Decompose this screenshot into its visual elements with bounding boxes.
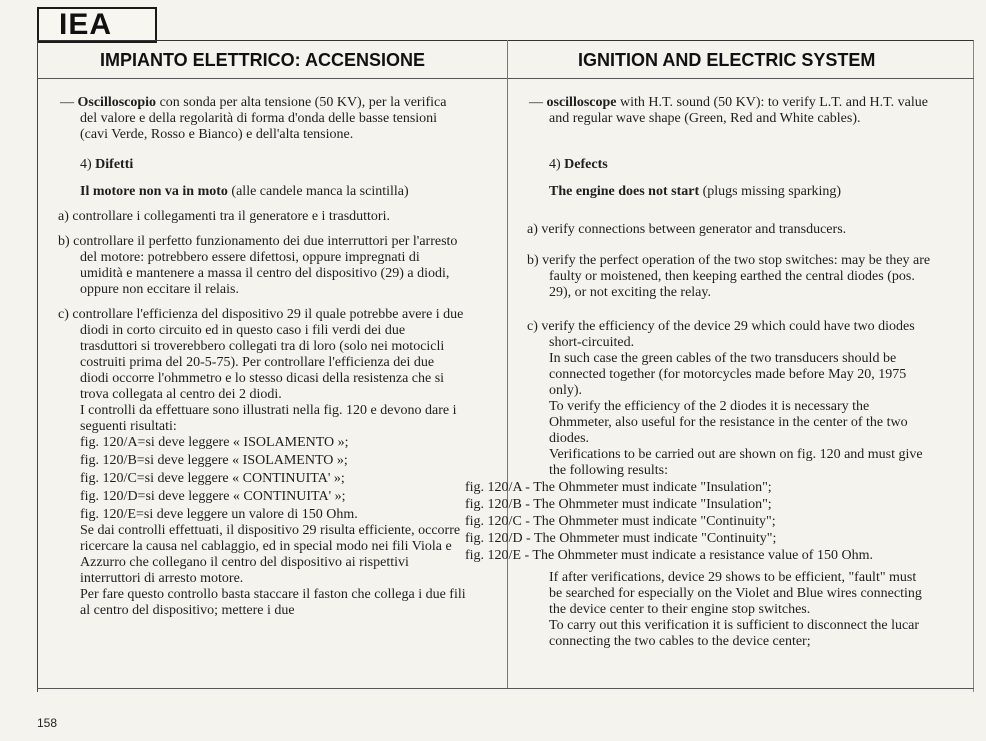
english-column [465, 95, 932, 650]
check-c: c) verify the efficiency of the device 29 which could have two diodes short-circuited. [527, 319, 915, 350]
no-start-text: (plugs missing sparking) [699, 184, 842, 199]
check-c-results: I controlli da effettuare sono illustrati nella fig. 120 e devono dare i seguenti risultati: [80, 403, 457, 434]
check-c: c) controllare l'efficienza del dispositivo 29 il quale potrebbe avere i due diodi in corto circuito ed in questo caso i fili verdi dei due trasduttori si troverebbero collegati tra di loro (solo nei motocicli costruiti prima del 20-5-75). Per controllare l'efficienza dei due diodi occorre l'ohmmetro e lo stesso dicasi della resistenza che si trova collegata al centro dei 2 diodi. [58, 307, 464, 402]
paragraph-ohmmeter: To verify the efficiency of the 2 diodes it is necessary the Ohmmeter, also useful for the resistance in the center of the two diodes. [549, 399, 908, 446]
section-label: Difetti [95, 157, 134, 172]
section-number: 4) [549, 157, 565, 172]
oscilloscope-term: Oscilloscopio [77, 95, 157, 110]
fig-120-a: fig. 120/A - The Ohmmeter must indicate "Insulation"; [465, 480, 772, 495]
no-start-heading [80, 184, 466, 200]
fig-120-c: fig. 120/C=si deve leggere « CONTINUITA' »; [80, 471, 345, 486]
bottom-rule [37, 688, 974, 689]
paragraph-wiring: Se dai controlli effettuati, il dispositivo 29 risulta efficiente, occorre ricercare la causa nel cablaggio, ed in special modo nei fili Viola e Azzurro che collegano il centro del dispositivo ai rispettivi interruttori di arresto motore. [80, 523, 461, 586]
check-b: b) controllare il perfetto funzionamento dei due interruttori per l'arresto del motore: potrebbero essere difettosi, oppure impregnati di umidità e mantenere a massa il centro del dispositivo (29) a diodi, oppure non eccitare il relais. [58, 234, 458, 297]
check-a: a) verify connections between generator and transducers. [527, 222, 847, 237]
no-start-term: Il motore non va in moto [80, 184, 228, 199]
no-start-heading [549, 184, 932, 200]
fig-120-a: fig. 120/A=si deve leggere « ISOLAMENTO »; [80, 435, 349, 450]
italian-section-title: IMPIANTO ELETTRICO: ACCENSIONE [100, 50, 426, 70]
english-section-title: IGNITION AND ELECTRIC SYSTEM [578, 50, 876, 70]
paragraph-green-cables: In such case the green cables of the two transducers should be connected together (for motorcycles made before May 20, 1975 only). [549, 351, 907, 398]
iea-logo [37, 7, 157, 43]
fig-120-e: fig. 120/E - The Ohmmeter must indicate a resistance value of 150 Ohm. [465, 548, 873, 563]
section-label: Defects [564, 157, 608, 172]
paragraph-fault: If after verifications, device 29 shows to be efficient, "fault" must be searched for especially on the Violet and Blue wires connecting the device center to their engine stop switches. [549, 570, 922, 617]
oscilloscope-term: oscilloscope [546, 95, 617, 110]
oscilloscope-item: — Oscilloscopio con sonda per alta tensione (50 KV), per la verifica del valore e della regolarità di forma d'onda delle basse tensioni (cavi Verde, Rosso e Bianco) e dell'alta tensione. [60, 95, 447, 142]
oscilloscope-item: — oscilloscope with H.T. sound (50 KV): to verify L.T. and H.T. value and regular wave shape (Green, Red and White cables). [529, 95, 928, 126]
check-a: a) controllare i collegamenti tra il generatore e i trasduttori. [58, 209, 390, 224]
fig-120-d: fig. 120/D=si deve leggere « CONTINUITA' »; [80, 489, 346, 504]
logo-text: IEA [59, 8, 113, 41]
section-heading [549, 157, 932, 173]
column-divider [507, 40, 508, 688]
section-number: 4) [80, 157, 96, 172]
page-number: 158 [37, 716, 58, 730]
fig-120-b: fig. 120/B - The Ohmmeter must indicate "Insulation"; [465, 497, 772, 512]
fig-120-b: fig. 120/B=si deve leggere « ISOLAMENTO »; [80, 453, 348, 468]
paragraph-faston: Per fare questo controllo basta staccare il faston che collega i due fili al centro del dispositivo; mettere i due [80, 587, 466, 618]
no-start-text: (alle candele manca la scintilla) [227, 184, 409, 199]
oscilloscope-text: with H.T. sound (50 KV): to verify L.T. and H.T. value and regular wave shape (Green, Red and White cables). [549, 95, 928, 126]
check-b: b) verify the perfect operation of the two stop switches: may be they are faulty or moistened, then keeping earthed the central diodes (pos. 29), or not exciting the relay. [527, 253, 931, 300]
fig-120-d: fig. 120/D - The Ohmmeter must indicate "Continuity"; [465, 531, 777, 546]
section-heading [80, 157, 466, 173]
no-start-term: The engine does not start [549, 184, 700, 199]
italian-column [58, 95, 466, 619]
fig-120-c: fig. 120/C - The Ohmmeter must indicate "Continuity"; [465, 514, 776, 529]
oscilloscope-text: con sonda per alta tensione (50 KV), per la verifica del valore e della regolarità di forma d'onda delle basse tensioni (cavi Verde, Rosso e Bianco) e dell'alta tensione. [80, 95, 447, 142]
fig-120-e: fig. 120/E=si deve leggere un valore di 150 Ohm. [80, 507, 358, 522]
paragraph-verifications: Verifications to be carried out are shown on fig. 120 and must give the following results: [549, 447, 923, 478]
header-divider [37, 78, 974, 79]
paragraph-lucar: To carry out this verification it is sufficient to disconnect the lucar connecting the two cables to the device center; [549, 618, 920, 649]
